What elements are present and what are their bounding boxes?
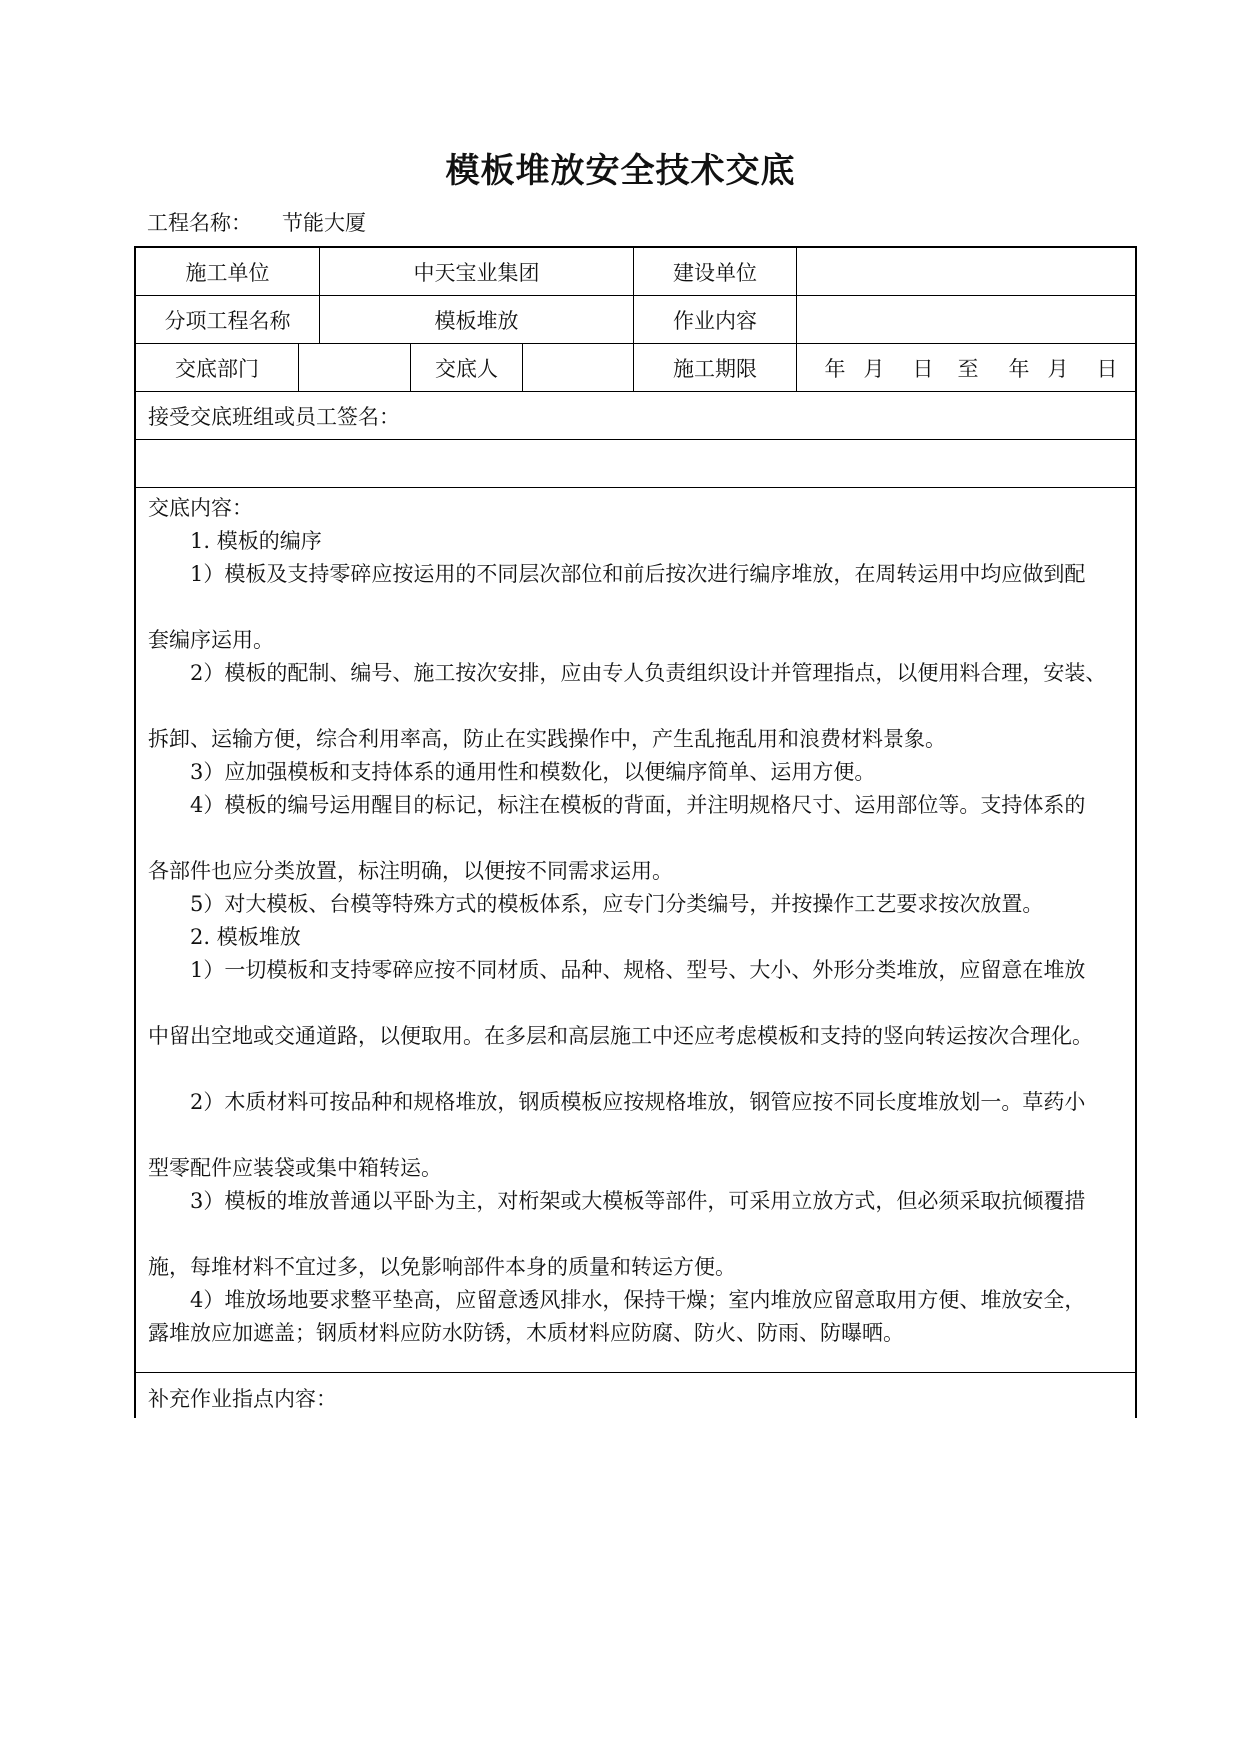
period-label: 施工期限 bbox=[634, 344, 797, 391]
discloser-label: 交底人 bbox=[411, 344, 523, 391]
discloser-value bbox=[523, 344, 634, 391]
content-line: 拆卸、运输方便，综合利用率高，防止在实践操作中，产生乱拖乱用和浪费材料景象。 bbox=[148, 727, 946, 751]
disclosure-form bbox=[134, 246, 1137, 1418]
period-value bbox=[797, 344, 1135, 391]
disclosure-content bbox=[136, 488, 1135, 1373]
content-line: 4）堆放场地要求整平垫高，应留意透风排水，保持干燥；室内堆放应留意取用方便、堆放安全， bbox=[190, 1288, 1086, 1312]
content-line: 3）应加强模板和支持体系的通用性和模数化，以便编序简单、运用方便。 bbox=[190, 760, 876, 784]
form-row-construction-unit bbox=[136, 248, 1135, 296]
content-line: 1）一切模板和支持零碎应按不同材质、品种、规格、型号、大小、外形分类堆放，应留意在堆放 bbox=[190, 958, 1086, 982]
content-line: 2. 模板堆放 bbox=[190, 925, 301, 949]
content-line: 4）模板的编号运用醒目的标记，标注在模板的背面，并注明规格尺寸、运用部位等。支持体系的 bbox=[190, 793, 1086, 817]
sub-project-value: 模板堆放 bbox=[320, 296, 634, 343]
project-name-label: 工程名称： bbox=[147, 211, 252, 235]
construction-unit-value: 中天宝业集团 bbox=[320, 248, 634, 295]
content-line: 中留出空地或交通道路，以便取用。在多层和高层施工中还应考虑模板和支持的竖向转运按次合理化。 bbox=[148, 1024, 1093, 1048]
content-line: 套编序运用。 bbox=[148, 628, 274, 652]
content-line: 露堆放应加遮盖；钢质材料应防水防锈，木质材料应防腐、防火、防雨、防曝晒。 bbox=[148, 1321, 904, 1345]
content-line: 1）模板及支持零碎应按运用的不同层次部位和前后按次进行编序堆放，在周转运用中均应做到配 bbox=[190, 562, 1086, 586]
form-row-sub-project bbox=[136, 296, 1135, 344]
period-to: 至 bbox=[957, 356, 979, 381]
construction-unit-label: 施工单位 bbox=[136, 248, 320, 295]
content-line: 3）模板的堆放普通以平卧为主，对桁架或大模板等部件，可采用立放方式，但必须采取抗倾覆措 bbox=[190, 1189, 1086, 1213]
sub-project-label: 分项工程名称 bbox=[136, 296, 320, 343]
supplement-label: 补充作业指点内容： bbox=[148, 1387, 337, 1411]
sign-value bbox=[136, 440, 1135, 487]
content-label: 交底内容： bbox=[148, 496, 253, 520]
project-name-value: 节能大厦 bbox=[282, 211, 366, 235]
form-row-department bbox=[136, 344, 1135, 392]
work-content-value bbox=[797, 296, 1135, 343]
document-title: 模板堆放安全技术交底 bbox=[445, 151, 796, 191]
form-row-sign-label bbox=[136, 392, 1135, 440]
sign-label: 接受交底班组或员工签名： bbox=[148, 404, 400, 429]
period-year-end: 年 bbox=[1008, 356, 1030, 381]
content-line: 2）木质材料可按品种和规格堆放，钢质模板应按规格堆放，钢管应按不同长度堆放划一。草药小 bbox=[190, 1090, 1086, 1114]
builder-unit-value bbox=[797, 248, 1135, 295]
period-month-start: 月 bbox=[863, 356, 885, 381]
content-line: 施，每堆材料不宜过多，以免影响部件本身的质量和转运方便。 bbox=[148, 1255, 736, 1279]
period-year-start: 年 bbox=[824, 356, 846, 381]
department-label: 交底部门 bbox=[136, 344, 299, 391]
content-line: 2）模板的配制、编号、施工按次安排，应由专人负责组织设计并管理指点，以便用料合理，安装、 bbox=[190, 661, 1107, 685]
period-month-end: 月 bbox=[1047, 356, 1069, 381]
builder-unit-label: 建设单位 bbox=[634, 248, 797, 295]
period-day-end: 日 bbox=[1096, 356, 1118, 381]
work-content-label: 作业内容 bbox=[634, 296, 797, 343]
department-value bbox=[299, 344, 411, 391]
content-line: 各部件也应分类放置，标注明确，以便按不同需求运用。 bbox=[148, 859, 673, 883]
content-line: 型零配件应装袋或集中箱转运。 bbox=[148, 1156, 442, 1180]
content-line: 1. 模板的编序 bbox=[190, 529, 322, 553]
form-row-sign-blank bbox=[136, 440, 1135, 488]
period-day-start: 日 bbox=[912, 356, 934, 381]
content-line: 5）对大模板、台模等特殊方式的模板体系，应专门分类编号，并按操作工艺要求按次放置。 bbox=[190, 892, 1044, 916]
project-name-line bbox=[147, 207, 366, 237]
